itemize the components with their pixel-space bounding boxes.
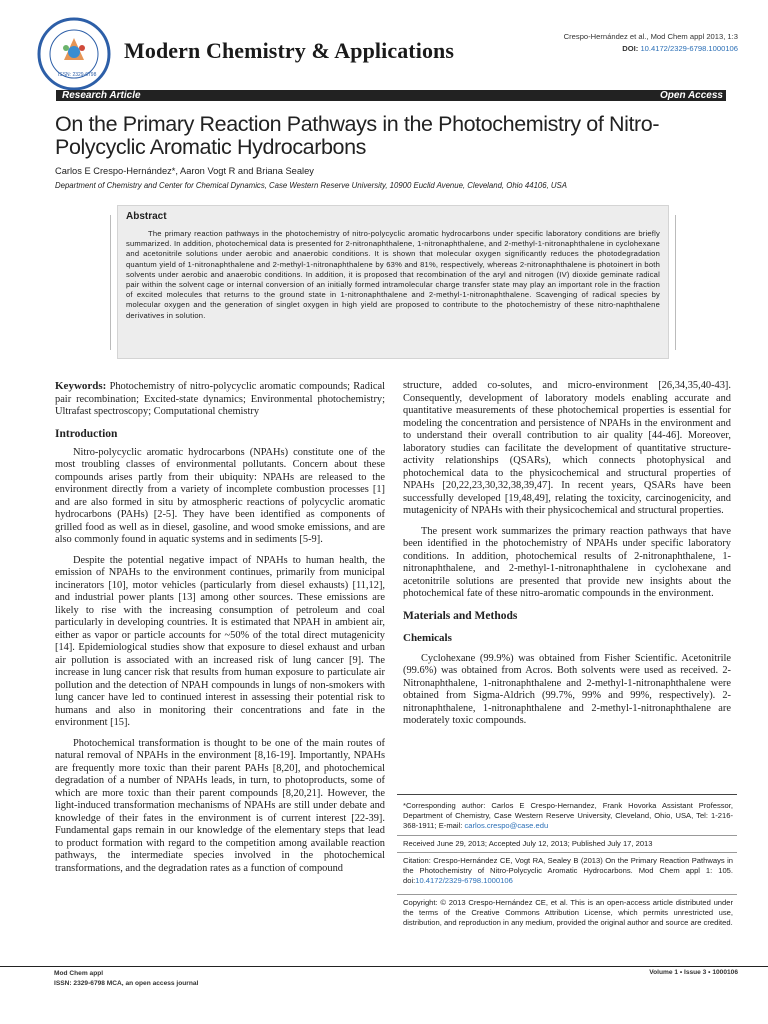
copyright-note: Copyright: © 2013 Crespo-Hernández CE, et al. This is an open-access article distributed under the terms of the Creative Commons Attribution License, which permits unrestricted use, distribution, and reproduction in any medium, provided the original author and source are credited. [403, 898, 733, 928]
chemicals-subheading: Chemicals [403, 631, 452, 644]
abstract-heading: Abstract [126, 211, 167, 222]
footnote-separator-1 [397, 835, 737, 836]
keywords-label: Keywords: [55, 380, 107, 392]
header-citation [564, 31, 738, 55]
footer-rule [0, 966, 768, 967]
keywords-text: Photochemistry of nitro-polycyclic aromatic compounds; Radical pair recombination; Excited-state dynamics; Environmental photochemistry; Ultrafast spectroscopy; Computational chemistry [55, 381, 385, 417]
article-banner [56, 90, 726, 101]
intro-paragraph-4: The present work summarizes the primary reaction pathways that have been identified in the photochemistry of NPAHs under specific laboratory conditions. In addition, photochemical results of 2-nitronaphthalene, 1-nitronaphthalene, and 2-methyl-1-nitronaphthalene in cyclohexane and acetonitrile solutions are presented that provide new insights about the photochemical fate of these nitro-aromatic compounds in the environment. [403, 525, 731, 599]
chemicals-paragraph: Cyclohexane (99.9%) was obtained from Fisher Scientific. Acetonitrile (99.6%) was obtained from Acros. Both solvents were used as received. 2-Nitronaphthalene, 1-nitronaphthalene and 2-methyl-1-nitronaphthalene were obtained from Sigma-Aldrich (99.7%, 99% and 99%, respectively). 2-nitronaphthalene, 1-nitronaphthalene and 2-methyl-1-nitronaphthalene are moderately toxic compounds. [403, 652, 731, 726]
footer-volume: Volume 1 • Issue 3 • 1000106 [649, 969, 738, 976]
corresponding-author [403, 801, 733, 832]
doi-line [564, 43, 738, 55]
keywords [55, 380, 385, 419]
footer-issn: ISSN: 2329-6798 MCA, an open access journal [54, 980, 199, 987]
right-column [403, 380, 731, 728]
banner-open-access: Open Access [660, 90, 723, 101]
citation-line: Crespo-Hernández et al., Mod Chem appl 2013, 1:3 [563, 32, 738, 41]
footnote-separator-3 [397, 894, 737, 895]
left-column [55, 380, 385, 875]
article-title: On the Primary Reaction Pathways in the Photochemistry of Nitro-Polycyclic Aromatic Hydrocarbons [55, 112, 660, 159]
doi-label: DOI: [622, 44, 639, 53]
email-link[interactable]: carlos.crespo@case.edu [464, 821, 549, 831]
journal-logo [36, 16, 112, 92]
citation-doi-link[interactable]: 10.4172/2329-6798.1000106 [415, 876, 513, 886]
affiliation: Department of Chemistry and Center for Chemical Dynamics, Case Western Reserve University, 10900 Euclid Avenue, Cleveland, Ohio 44106, USA [55, 181, 567, 190]
authors: Carlos E Crespo-Hernández*, Aaron Vogt R and Briana Sealey [55, 166, 314, 176]
journal-title: Modern Chemistry & Applications [124, 38, 455, 63]
intro-heading: Introduction [55, 427, 118, 440]
corresponding-text: *Corresponding author: Carlos E Crespo-Hernandez, Frank Hovorka Assistant Professor, Department of Chemistry, Case Western Reserve University, Cleveland, Ohio, USA, Tel: 1-216-368-1911; E-mail: [403, 801, 733, 831]
footnote-rule [397, 794, 737, 795]
citation-note [403, 856, 733, 887]
intro-paragraph-3-cont: structure, added co-solutes, and micro-environment [26,34,35,40-43]. Consequently, development of laboratory models enabling accurate and quantitative measurements of these photochemical properties is essential for modeling the concentration and persistence of NPAHs in the environment and to understand their overall contribution to air quality [44-46]. Moreover, laboratory studies can facilitate the development of quantitative structure-activity relationships (QSARs), which connects photophysical and photochemical data to the physicochemical and structural properties of NPAHs [20,22,23,30,32,38,39,47]. In recent years, QSARs have been successfully developed [19,48,49], relating the toxicity, carcinogenicity, and mutagenicity of NPAHs with their physicochemical and structural properties. [403, 380, 731, 516]
abstract-right-rule [675, 215, 676, 350]
intro-paragraph-2: Despite the potential negative impact of NPAHs to human health, the emission of NPAHs to the environment continues, primarily from municipal incinerators [10], motor vehicles (particularly from diesel exhausts) [11,12], and industrial power plants [13] among other sources. These emissions are likely to rise with the increasing consumption of petroleum and coal particularly in developing countries. It is estimated that NPAH in ambient air, either as vapor or particle accounts for ~50% of the total direct mutagenicity [14]. Epidemiological studies show that exposure to diesel exhaust and urban air pollution is associated with an increased risk of lung cancer [9]. The increase in lung cancer risk that results from human exposure to particulate air pollution and the detection of NPAH compounds in lungs of non-smokers with lung cancer have led to continued interest in assessing their potential risk to humans and also in monitoring their concentrations and fate in the environment [15]. [55, 554, 385, 728]
doi-link[interactable]: 10.4172/2329-6798.1000106 [640, 44, 738, 53]
received-dates: Received June 29, 2013; Accepted July 12, 2013; Published July 17, 2013 [403, 839, 653, 848]
intro-paragraph-3: Photochemical transformation is thought to be one of the main routes of natural removal of NPAHs in the environment [8,16-19]. Importantly, NPAHs are frequently more toxic than their parent PAHs [8,20], and photochemical degradation of a number of NPAHs leads, in turn, to photoproducts, some of which are more toxic than their parent compounds [8,20,21]. However, the light-induced transformation mechanisms of NPAHs are still under debate and knowledge of their fates in the environment is of current interest [22-39]. Fundamental gaps remain in our knowledge of the elementary steps that lead to product formation with regard to the competition among available reaction pathways, the intermediate species involved in the photochemical transformations, and the degradation rates as a function of compound [55, 737, 385, 874]
methods-heading: Materials and Methods [403, 609, 518, 622]
banner-article-type: Research Article [62, 90, 141, 101]
citation-text: Citation: Crespo-Hernández CE, Vogt RA, Sealey B (2013) On the Primary Reaction Pathways in the Photochemistry of Nitro-Polycyclic Aromatic Hydrocarbons. Mod Chem appl 1: 105. doi: [403, 856, 733, 886]
abstract-left-rule [110, 215, 111, 350]
logo-issn: ISSN: 2329-6798 [58, 72, 97, 78]
footer-left [54, 969, 198, 989]
abstract-box [117, 205, 669, 359]
footer-journal: Mod Chem appl [54, 970, 104, 977]
intro-paragraph-1: Nitro-polycyclic aromatic hydrocarbons (NPAHs) constitute one of the most troubling classes of environmental pollutants. Concern about these compounds arises partly from their ubiquity: NPAHs are released to the environment directly from a variety of incomplete combustion processes [1] and are also formed in situ by atmospheric reactions of polycyclic aromatic hydrocarbons (PAHs) [2-5]. They have been identified as components of grilled food as well as in diesel, gasoline, and wood smoke emissions, and are also commonly found in aquatic systems and in sediments [5-9]. [55, 446, 385, 545]
abstract-text: The primary reaction pathways in the photochemistry of nitro-polycyclic aromatic hydrocarbons under specific laboratory conditions are briefly summarized. In addition, photochemical data is presented for 2-nitronaphthalene, 1-nitronaphthalene, and 2-methyl-1-nitronaphthalene in cyclohexane and acetonitrile solutions under aerobic and anaerobic conditions. It is shown that molecular oxygen significantly reduces the photodegradation quantum yield of 1-nitronaphthalene and 2-methyl-1-nitronaphthalene by 63% and 81%, respectively, whereas 2-nitronaphthalene is photoinert in both solvents under aerobic and anaerobic conditions. In addition, it is proposed that recombination of the aryl and nitrogen (IV) dioxide geminate radical pair within the solvent cage or internal conversion of an initially formed intramolecular charge transfer state may play an important role in the fraction of excited molecules that returns to the ground state in 1-nitronaphthalene and 2-methyl-1-nitronaphthalene. Scavenging of radical species by molecular oxygen and the generation of singlet oxygen in high yield are proposed to contribute to the photochemistry of these nitro-naphthalene derivatives in solution. [126, 229, 660, 320]
footnote-separator-2 [397, 852, 737, 853]
